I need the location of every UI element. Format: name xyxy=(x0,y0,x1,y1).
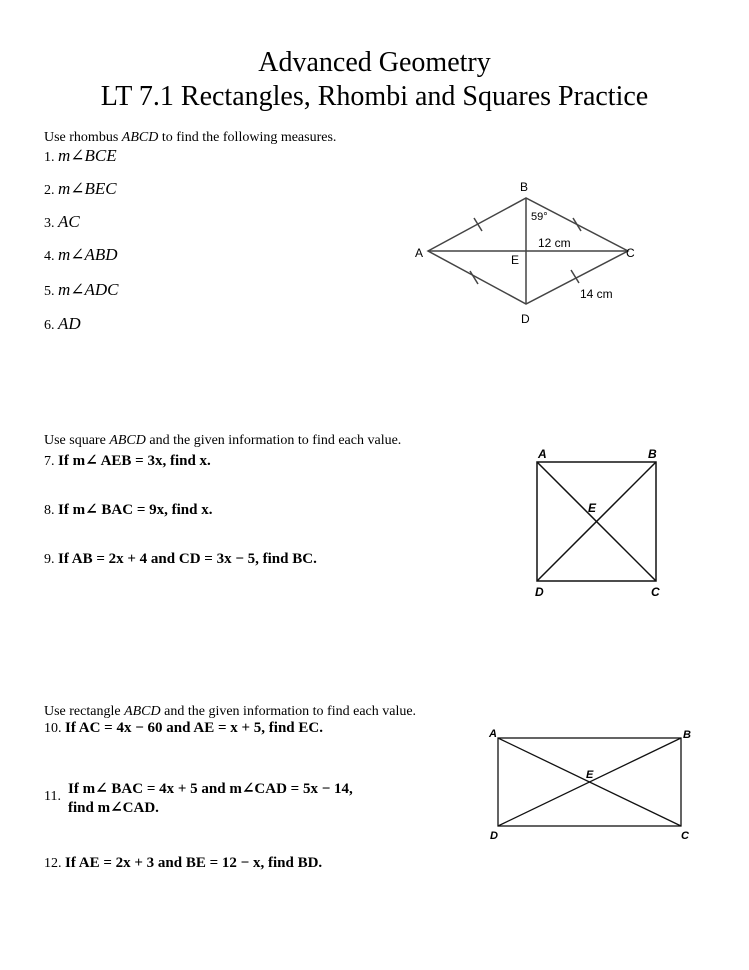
lesson-title: LT 7.1 Rectangles, Rhombi and Squares Practice xyxy=(100,81,649,112)
square-instructions: Use square ABCD and the given information to find each value. xyxy=(44,433,402,448)
question-5: 5. m∠ADC xyxy=(44,280,119,299)
rectangle-figure xyxy=(485,725,695,845)
question-8: 8. If m∠ BAC = 9x, find x. xyxy=(44,502,213,518)
label-d: D xyxy=(535,585,544,599)
label-a: A xyxy=(415,246,424,260)
square-figure xyxy=(528,445,668,605)
label-b: B xyxy=(520,180,529,194)
label-c: C xyxy=(681,830,689,842)
question-10: 10. If AC = 4x − 60 and AE = x + 5, find EC. xyxy=(44,720,323,736)
label-d: D xyxy=(521,312,530,326)
question-3: 3. AC xyxy=(44,212,80,231)
label-e: E xyxy=(586,769,594,781)
label-d: D xyxy=(490,830,498,842)
label-b: B xyxy=(648,447,657,461)
question-4: 4. m∠ABD xyxy=(44,245,118,264)
label-a: A xyxy=(538,447,547,461)
label-e: E xyxy=(588,501,597,515)
question-11-line-2: find m∠CAD. xyxy=(68,800,159,816)
side-dc-label: 14 cm xyxy=(580,287,613,301)
question-9: 9. If AB = 2x + 4 and CD = 3x − 5, find BC. xyxy=(44,551,317,567)
question-7: 7. If m∠ AEB = 3x, find x. xyxy=(44,453,211,469)
tick-mark xyxy=(474,218,482,231)
question-11-line-1: If m∠ BAC = 4x + 5 and m∠CAD = 5x − 14, xyxy=(68,781,353,797)
rhombus-instructions: Use rhombus ABCD to find the following measures. xyxy=(44,130,337,145)
angle-label: 59° xyxy=(531,211,548,223)
rhombus-figure xyxy=(410,175,650,330)
question-6: 6. AD xyxy=(44,314,81,333)
question-1: 1. m∠BCE xyxy=(44,146,117,165)
label-e: E xyxy=(511,253,520,267)
tick-mark xyxy=(573,218,581,231)
label-a: A xyxy=(489,728,497,740)
label-c: C xyxy=(626,246,635,260)
rectangle-instructions: Use rectangle ABCD and the given information to find each value. xyxy=(44,704,417,719)
segment-ec-label: 12 cm xyxy=(538,236,571,250)
question-2: 2. m∠BEC xyxy=(44,179,117,198)
question-12: 12. If AE = 2x + 3 and BE = 12 − x, find BD. xyxy=(44,855,323,871)
label-b: B xyxy=(683,729,691,741)
course-title: Advanced Geometry xyxy=(258,47,491,78)
label-c: C xyxy=(651,585,660,599)
